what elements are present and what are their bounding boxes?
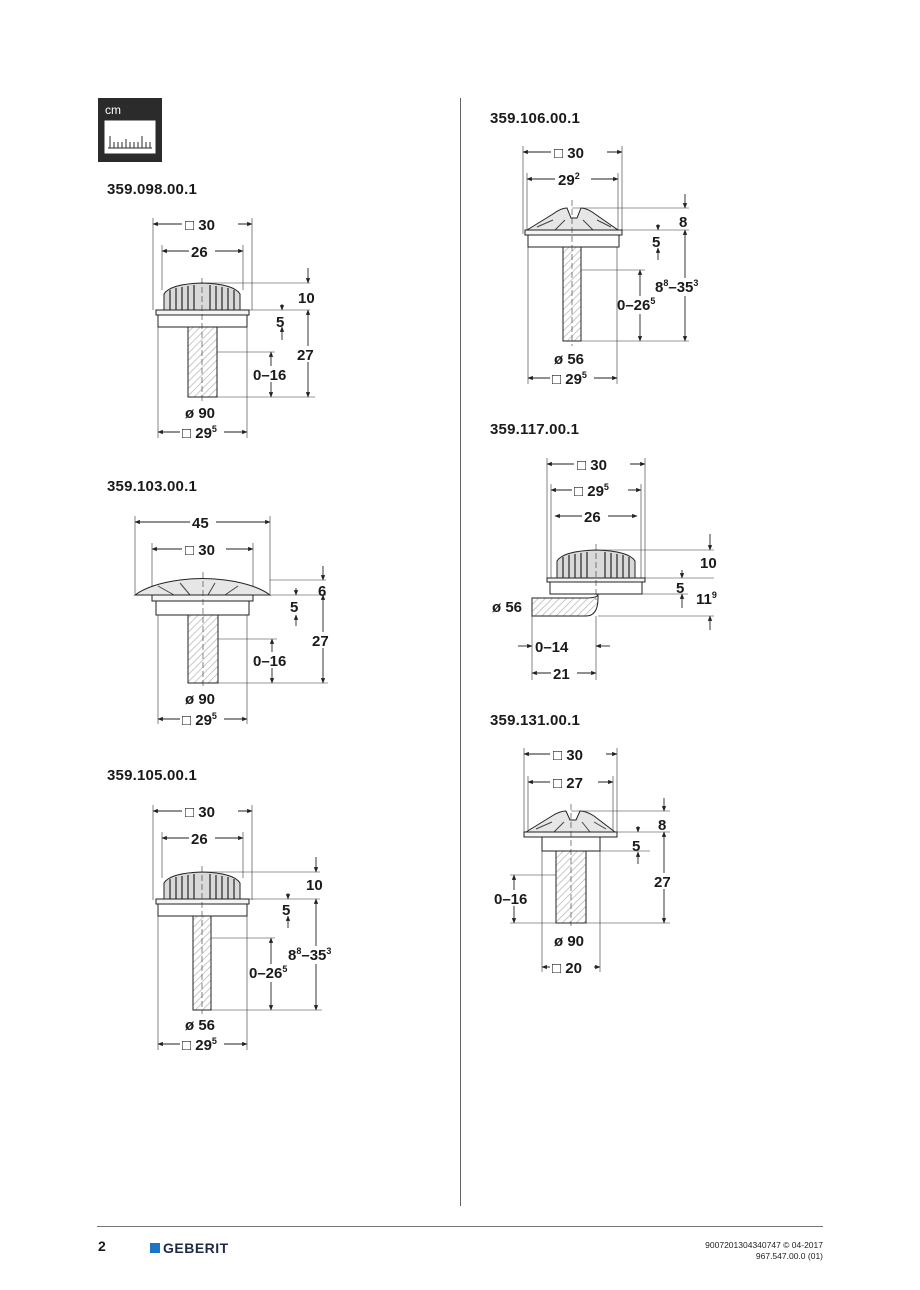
dim-mid: □ 29 [574, 483, 604, 500]
dim-outer: □ 30 [185, 217, 215, 234]
dim-base: □ 29 [182, 1037, 212, 1054]
svg-text:□ 295 [182, 711, 217, 729]
logo-square-icon [150, 1243, 160, 1253]
doc-ref-line-1: 9007201304340747 © 04-2017 [705, 1240, 823, 1250]
dim-inner: 29 [558, 172, 575, 189]
product-code-359-117: 359.117.00.1 [490, 421, 580, 438]
dim-total: 8 [288, 947, 297, 964]
svg-text:0–265 [617, 296, 655, 314]
dim-base: □ 20 [552, 960, 582, 977]
dim-total-2: –35 [301, 947, 327, 964]
dim-wide: 45 [192, 515, 209, 532]
dim-side-sup: 9 [711, 590, 717, 600]
dim-inner-sup: 2 [574, 171, 580, 181]
dim-range: 0–16 [253, 367, 287, 384]
geberit-logo [150, 1240, 229, 1256]
dim-flange: 5 [676, 580, 685, 597]
dim-range: 0–16 [494, 891, 528, 908]
dim-range: 0–26 [249, 965, 283, 982]
dim-flange: 5 [282, 902, 291, 919]
dim-diameter: ø 56 [492, 599, 523, 616]
dim-flange: 5 [290, 599, 299, 616]
dim-range: 0–14 [535, 639, 569, 656]
dim-diameter: ø 90 [185, 405, 216, 422]
dim-range: 0–26 [617, 297, 651, 314]
dim-diameter: ø 90 [554, 933, 585, 950]
dim-flange: 5 [632, 838, 641, 855]
dim-top: 6 [318, 583, 327, 600]
dim-outer: □ 30 [185, 804, 215, 821]
dim-base-sup: 5 [211, 424, 217, 434]
dim-total: 27 [312, 633, 329, 650]
drawing-359-131 [490, 740, 690, 980]
dim-total-sup: 8 [663, 278, 669, 288]
page-number: 2 [98, 1238, 106, 1254]
svg-text:119 [696, 590, 717, 608]
dim-outer: □ 30 [577, 457, 607, 474]
dim-base: □ 29 [182, 712, 212, 729]
dim-flange: 5 [652, 234, 661, 251]
dim-total-sup-2: 3 [326, 946, 332, 956]
svg-text:□ 295 [552, 370, 587, 388]
svg-text:□ 295 [182, 424, 217, 442]
drawing-359-117 [488, 450, 728, 685]
dim-total-2: –35 [668, 279, 694, 296]
dim-base-sup: 5 [581, 370, 587, 380]
svg-text:88–353 [288, 946, 331, 964]
dim-outer: □ 30 [553, 747, 583, 764]
svg-text:□ 295 [182, 1036, 217, 1054]
drawing-359-098 [140, 210, 330, 450]
brand-name: GEBERIT [163, 1240, 229, 1256]
svg-text:0–265 [249, 964, 287, 982]
dim-side: 11 [696, 591, 712, 608]
dim-total: 27 [654, 874, 671, 891]
dim-flange: 5 [276, 314, 285, 331]
dim-base-sup: 5 [211, 711, 217, 721]
product-code-359-105: 359.105.00.1 [107, 767, 197, 784]
document-reference [705, 1240, 823, 1262]
doc-ref-line-2: 967.547.00.0 (01) [755, 1251, 823, 1261]
dim-total: 8 [655, 279, 664, 296]
dim-diameter: ø 90 [185, 691, 216, 708]
dim-diameter: ø 56 [554, 351, 585, 368]
dim-offset: 21 [553, 666, 570, 683]
dim-inner: 26 [191, 244, 208, 261]
dim-top: 10 [700, 555, 717, 572]
dim-top: 8 [658, 817, 667, 834]
dim-outer: □ 30 [554, 145, 584, 162]
dim-range-sup: 5 [650, 296, 656, 306]
dim-diameter: ø 56 [185, 1017, 216, 1034]
unit-label: cm [105, 103, 121, 117]
dim-top: 10 [298, 290, 315, 307]
dim-top: 8 [679, 214, 688, 231]
dim-inner: 26 [191, 831, 208, 848]
drawing-359-103 [130, 506, 340, 731]
dim-inner: 26 [584, 509, 601, 526]
dim-base-sup: 5 [211, 1036, 217, 1046]
dim-inner: □ 27 [553, 775, 583, 792]
footer-rule [97, 1226, 823, 1227]
ruler-icon [104, 120, 156, 154]
svg-text:88–353 [655, 278, 698, 296]
dim-range: 0–16 [253, 653, 287, 670]
dim-total-sup-2: 3 [693, 278, 699, 288]
dim-outer: □ 30 [185, 542, 215, 559]
dim-total: 27 [297, 347, 314, 364]
product-code-359-131: 359.131.00.1 [490, 712, 580, 729]
column-divider [460, 98, 461, 1206]
product-code-359-103: 359.103.00.1 [107, 478, 197, 495]
dim-top: 10 [306, 877, 323, 894]
svg-text:□ 295 [574, 482, 609, 500]
dim-base: □ 29 [182, 425, 212, 442]
unit-scale-icon [98, 98, 162, 162]
dim-base: □ 29 [552, 371, 582, 388]
dim-range-sup: 5 [282, 964, 288, 974]
drawing-359-105 [140, 796, 360, 1056]
product-code-359-106: 359.106.00.1 [490, 110, 580, 127]
dim-mid-sup: 5 [603, 482, 609, 492]
drawing-359-106 [515, 138, 725, 388]
product-code-359-098: 359.098.00.1 [107, 181, 197, 198]
dim-total-sup: 8 [296, 946, 302, 956]
